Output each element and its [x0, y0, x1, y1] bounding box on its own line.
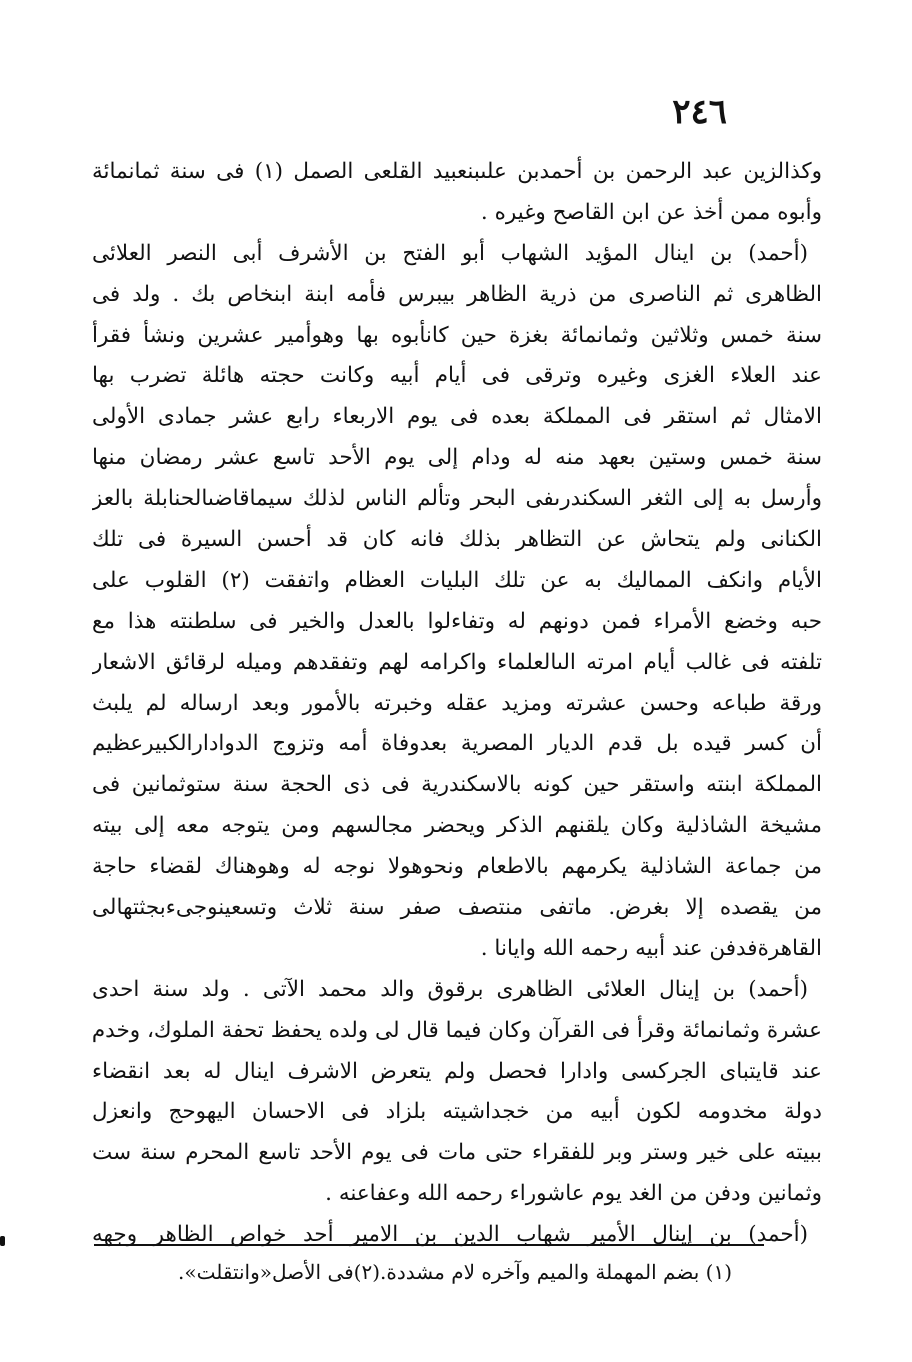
- text-line: أن كسر قيده بل قدم الديار المصرية بعدوفاة أمه وتزوج الدوادارالكبيرعظيم: [92, 731, 822, 757]
- entry-heading-line: (أحمد) بن إينال العلائى الظاهرى برقوق والد محمد الآتى . ولد سنة احدى: [92, 976, 808, 1002]
- text-line: وأبوه ممن أخذ عن ابن القاصح وغيره .: [480, 199, 822, 225]
- page-number: ٢٤٦: [672, 92, 727, 132]
- text-line: سنة خمس وثلاثين وثمانمائة بغزة حين كانأبوه بها وهوأمير عشرين ونشأ فقرأ: [92, 322, 822, 348]
- text-line: الأيام وانكف المماليك به عن تلك البليات العظام واتفقت (٢) القلوب على: [92, 567, 822, 593]
- text-line: الكنانى ولم يتحاش عن التظاهر بذلك فانه كان قد أحسن السيرة فى تلك: [92, 527, 822, 553]
- text-line: الامثال ثم استقر فى المملكة بعده فى يوم الاربعاء رابع عشر جمادى الأولى: [92, 404, 822, 430]
- footnote: (١) بضم المهملة والميم وآخره لام مشددة.(٢)فى الأصل«وانتقلت».: [177, 1260, 732, 1284]
- entry-heading-line: (أحمد) بن إينال الأمير شهاب الدين بن الامير أحد خواص الظاهر وجهه: [92, 1222, 808, 1248]
- text-line: دولة مخدومه لكون أبيه من خجداشيته بلزاد فى الاحسان اليهوحج وانعزل: [92, 1099, 822, 1125]
- text-line: المملكة ابنته واستقر حين كونه بالاسكندرية فى ذى الحجة سنة ستوثمانين فى: [92, 772, 822, 798]
- text-line: ورقة طباعه وحسن عشرته ومزيد عقله وخبرته بالأمور وبعد ارساله لم يلبث: [92, 690, 822, 716]
- text-line: عند قايتباى الجركسى وادارا فحصل ولم يتعرض الاشرف اينال له بعد انقضاء: [92, 1058, 822, 1084]
- text-line: ببيته على خير وستر وبر للفقراء حتى مات فى يوم الأحد تاسع المحرم سنة ست: [92, 1140, 822, 1166]
- text-line: وأرسل به إلى الثغر السكندرىفى البحر وتألم الناس لذلك سيماقاضىالحنابلة بالعز: [92, 486, 822, 512]
- text-line: مشيخة الشاذلية وكان يلقنهم الذكر ويحضر مجالسهم ومن يتوجه معه إلى بيته: [92, 813, 822, 839]
- text-line: عشرة وثمانمائة وقرأ فى القرآن وكان فيما قال لى ولده يحفظ تحفة الملوك، وخدم: [92, 1017, 822, 1043]
- footnote-divider: [94, 1244, 764, 1246]
- text-line: سنة خمس وستين بعهد منه له ودام إلى يوم الأحد تاسع عشر رمضان منها: [92, 445, 822, 471]
- text-line: عند العلاء الغزى وغيره وترقى فى أيام أبيه وكانت حجته هائلة تضرب بها: [92, 363, 822, 389]
- text-line: وثمانين ودفن من الغد يوم عاشوراء رحمه الله وعفاعنه .: [325, 1181, 822, 1207]
- text-line: وكذالزين عبد الرحمن بن أحمدبن علىبنعبيد القلعى الصمل (١) فى سنة ثمانمائة: [92, 159, 822, 184]
- margin-mark: [0, 1236, 5, 1246]
- entry-heading-line: (أحمد) بن اينال المؤيد الشهاب أبو الفتح بن الأشرف أبى النصر العلائى: [92, 240, 808, 266]
- text-line: من جماعة الشاذلية يكرمهم بالاطعام ونحوهولا نوجه له وهوهناك لقضاء حاجة: [92, 854, 822, 880]
- text-line: تلفته فى غالب أيام امرته الىالعلماء واكرامه لهم وتفقدهم وميله لرقائق الاشعار: [92, 649, 822, 675]
- text-line: حبه وخضع الأمراء فمن دونهم له وتفاءلوا بالعدل والخير فى سلطنته هذا مع: [92, 608, 822, 634]
- text-line: الظاهرى ثم الناصرى من ذرية الظاهر بيبرس فأمه ابنة ابنخاص بك . ولد فى: [92, 281, 822, 307]
- main-text: [92, 152, 822, 1256]
- text-line: القاهرةفدفن عند أبيه رحمه الله وايانا .: [480, 935, 822, 961]
- text-line: من يقصده إلا بغرض. ماتفى منتصف صفر سنة ثلاث وتسعينوجىءبجثتهالى: [92, 895, 822, 921]
